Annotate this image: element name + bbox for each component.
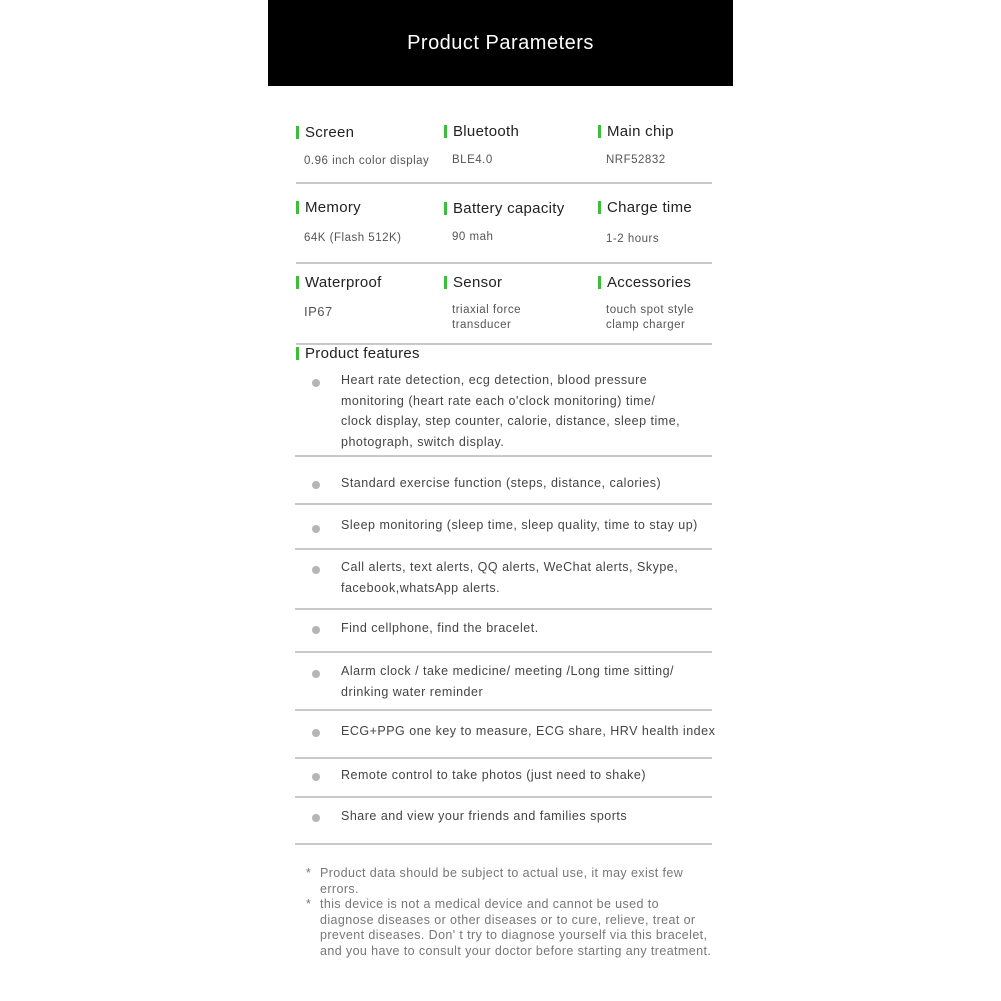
spec-label: Screen: [305, 124, 355, 141]
spec-value: triaxial force transducer: [452, 304, 521, 331]
spec-value: 64K (Flash 512K): [304, 232, 402, 244]
accent-bar: [444, 276, 447, 289]
accent-bar: [296, 126, 299, 139]
spec-label: Battery capacity: [453, 200, 565, 217]
feature-text: Standard exercise function (steps, distance, calories): [341, 476, 662, 490]
spec-label: Accessories: [607, 274, 692, 291]
note-item: [306, 897, 716, 959]
bullet-icon: [312, 379, 320, 387]
bullet-icon: [312, 670, 320, 678]
features-list: [295, 368, 716, 845]
bullet-icon: [312, 773, 320, 781]
note-item: [306, 866, 716, 897]
list-item: [295, 798, 712, 845]
accent-bar: [598, 276, 601, 289]
spec-value: 90 mah: [452, 231, 494, 243]
feature-text: Remote control to take photos (just need to shake): [341, 768, 647, 782]
spec-label: Charge time: [607, 199, 693, 216]
bullet-icon: [312, 814, 320, 822]
feature-text: Call alerts, text alerts, QQ alerts, WeChat alerts, Skype, facebook,whatsApp alerts.: [341, 560, 679, 595]
page-header: [268, 0, 733, 86]
accent-bar: [444, 125, 447, 138]
list-item: [295, 759, 712, 798]
spec-value: touch spot style clamp charger: [606, 304, 694, 331]
list-item: [295, 368, 712, 457]
bullet-icon: [312, 566, 320, 574]
spec-label: Bluetooth: [453, 123, 520, 140]
accent-bar: [296, 276, 299, 289]
bullet-icon: [312, 729, 320, 737]
list-item: [295, 505, 712, 550]
list-item: [295, 550, 712, 610]
spec-cell-main-chip: [598, 112, 674, 168]
spec-row: [296, 112, 712, 184]
list-item: [295, 457, 712, 505]
spec-value: NRF52832: [606, 154, 666, 166]
spec-cell-screen: [296, 112, 429, 169]
list-item: [295, 711, 716, 759]
bullet-icon: [312, 481, 320, 489]
spec-label: Memory: [305, 199, 361, 216]
page-title: Product Parameters: [407, 31, 594, 54]
bullet-icon: [312, 525, 320, 533]
accent-bar: [296, 201, 299, 214]
spec-value: IP67: [304, 304, 333, 319]
spec-cell-memory: [296, 184, 402, 246]
spec-value: 1-2 hours: [606, 233, 660, 245]
feature-text: Sleep monitoring (sleep time, sleep quality, time to stay up): [341, 518, 698, 532]
spec-cell-accessories: [598, 264, 694, 333]
features-title: Product features: [305, 345, 420, 362]
accent-bar: [598, 201, 601, 214]
spec-label: Waterproof: [305, 274, 382, 291]
list-item: [295, 653, 712, 711]
feature-text: Share and view your friends and families sports: [341, 809, 628, 823]
feature-text: Heart rate detection, ecg detection, blood pressure monitoring (heart rate each o'clock monitoring) time/ clock display, step counter, calorie, distance, sleep time, photograph, switch display.: [341, 373, 681, 449]
spec-value: BLE4.0: [452, 154, 493, 166]
feature-text: ECG+PPG one key to measure, ECG share, HRV health index: [341, 724, 716, 738]
spec-value: 0.96 inch color display: [304, 155, 430, 167]
accent-bar: [296, 347, 299, 360]
features-heading: [296, 345, 420, 362]
accent-bar: [444, 202, 447, 215]
bullet-icon: [312, 626, 320, 634]
spec-row: [296, 184, 712, 264]
spec-table: [296, 112, 712, 345]
spec-cell-battery: [444, 184, 565, 245]
spec-cell-bluetooth: [444, 112, 519, 168]
accent-bar: [598, 125, 601, 138]
note-text: this device is not a medical device and cannot be used to diagnose diseases or other diseases or to cure, relieve, treat or prevent diseases. Don' t try to diagnose yourself via this bracelet, and you have to consult your doctor before starting any treatment.: [320, 897, 712, 958]
spec-cell-sensor: [444, 264, 521, 333]
spec-label: Sensor: [453, 274, 503, 291]
spec-cell-waterproof: [296, 264, 382, 319]
asterisk-icon: *: [306, 897, 312, 911]
disclaimer-notes: [306, 866, 716, 959]
feature-text: Alarm clock / take medicine/ meeting /Long time sitting/ drinking water reminder: [341, 664, 674, 699]
spec-label: Main chip: [607, 123, 674, 140]
list-item: [295, 610, 712, 653]
asterisk-icon: *: [306, 866, 312, 880]
spec-row: [296, 264, 712, 345]
spec-cell-charge-time: [598, 184, 692, 247]
feature-text: Find cellphone, find the bracelet.: [341, 621, 539, 635]
note-text: Product data should be subject to actual use, it may exist few errors.: [320, 866, 684, 896]
